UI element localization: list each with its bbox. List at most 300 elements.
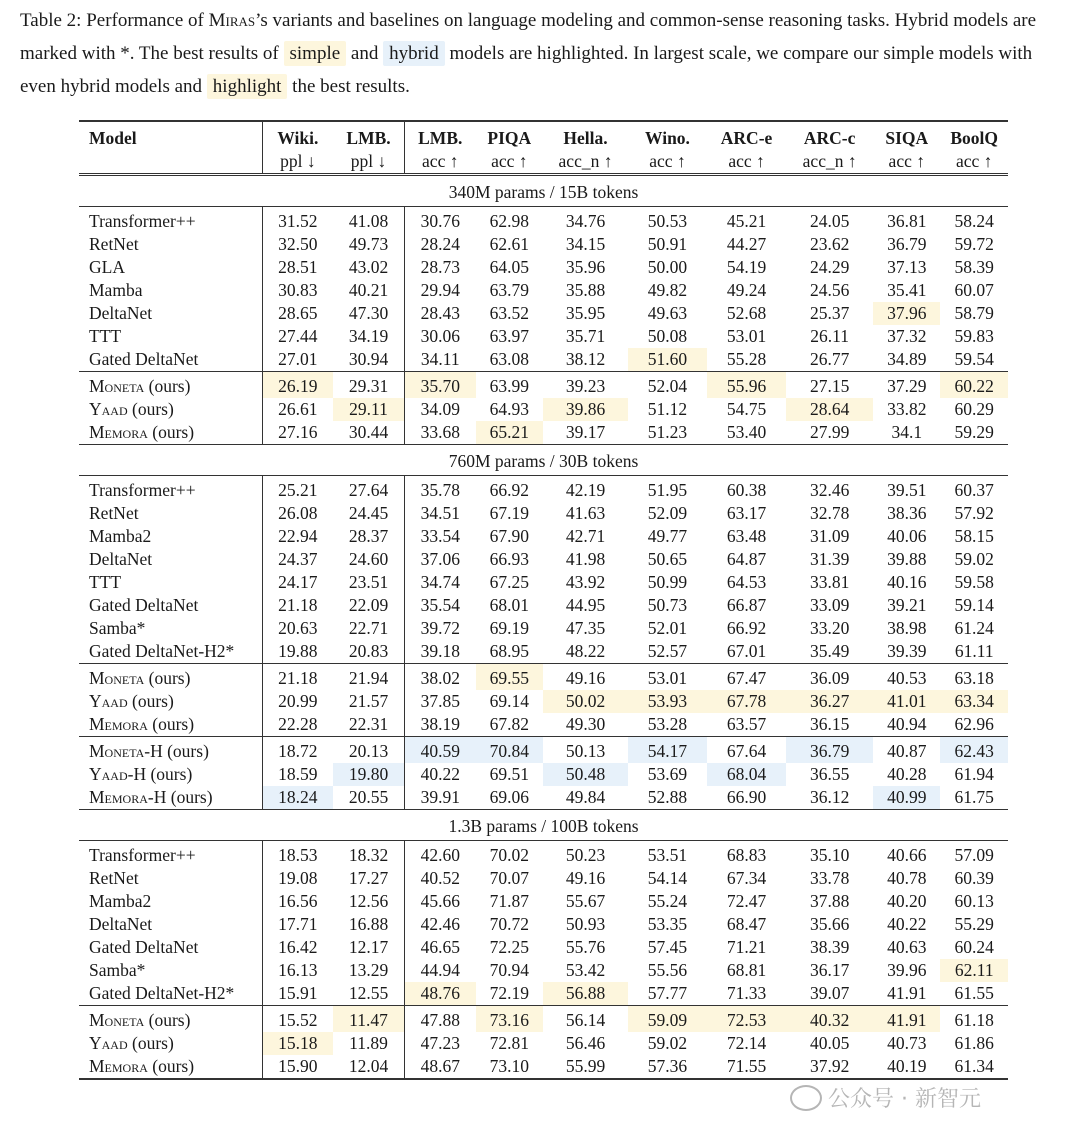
value-cell: 60.37 bbox=[940, 476, 1008, 503]
value-cell: 29.31 bbox=[333, 372, 404, 399]
model-name-cell bbox=[79, 913, 262, 936]
value-cell: 34.15 bbox=[565, 234, 606, 254]
value-cell: 59.72 bbox=[954, 234, 994, 254]
model-name-cell bbox=[79, 982, 262, 1006]
caption-text-1: Table 2: Performance of bbox=[20, 10, 209, 31]
value-cell: 35.88 bbox=[565, 280, 606, 300]
column-header-name: Wino. bbox=[628, 121, 707, 150]
value-cell: 51.12 bbox=[647, 399, 688, 419]
model-name: TTT bbox=[89, 572, 122, 592]
value-cell: 13.29 bbox=[348, 960, 389, 980]
value-cell: 53.42 bbox=[565, 960, 606, 980]
value-cell: 69.51 bbox=[489, 764, 529, 784]
value-cell: 38.36 bbox=[887, 503, 927, 523]
value-cell: 18.53 bbox=[262, 841, 333, 868]
table-row bbox=[79, 982, 1008, 1006]
value-cell: 32.50 bbox=[262, 233, 333, 256]
value-cell: 22.94 bbox=[262, 525, 333, 548]
highlighted-value-cell: 73.16 bbox=[476, 1006, 543, 1033]
model-name-cell bbox=[79, 302, 262, 325]
highlighted-value-cell: 48.76 bbox=[404, 982, 475, 1006]
value-cell: 35.49 bbox=[809, 641, 850, 661]
value-cell: 40.22 bbox=[404, 763, 475, 786]
table-row bbox=[79, 476, 1008, 503]
value-cell: 40.53 bbox=[873, 664, 940, 691]
value-cell: 40.05 bbox=[809, 1033, 850, 1053]
value-cell: 34.1 bbox=[891, 422, 923, 442]
value-cell: 37.06 bbox=[404, 548, 475, 571]
value-cell: 43.92 bbox=[565, 572, 606, 592]
value-cell: 16.88 bbox=[348, 914, 389, 934]
value-cell: 57.09 bbox=[940, 841, 1008, 868]
value-cell: 60.29 bbox=[954, 399, 994, 419]
value-cell: 36.81 bbox=[873, 207, 940, 234]
table-row bbox=[79, 664, 1008, 691]
value-cell: 34.76 bbox=[543, 207, 628, 234]
value-cell: 49.16 bbox=[565, 868, 606, 888]
value-cell: 34.11 bbox=[404, 348, 475, 372]
highlighted-value-cell: 37.96 bbox=[873, 302, 940, 325]
model-name: Transformer++ bbox=[89, 480, 196, 500]
value-cell: 61.86 bbox=[954, 1033, 994, 1053]
value-cell: 36.15 bbox=[809, 714, 850, 734]
value-cell: 67.64 bbox=[707, 737, 786, 764]
value-cell: 30.94 bbox=[348, 349, 389, 369]
value-cell: 40.20 bbox=[887, 891, 927, 911]
model-name: DeltaNet bbox=[89, 914, 153, 934]
table-row bbox=[79, 256, 1008, 279]
value-cell: 56.46 bbox=[565, 1033, 606, 1053]
value-cell: 63.17 bbox=[726, 503, 767, 523]
column-header-metric: acc ↑ bbox=[728, 151, 765, 171]
value-cell: 47.88 bbox=[404, 1006, 475, 1033]
value-cell: 36.17 bbox=[809, 960, 850, 980]
value-cell: 12.56 bbox=[348, 891, 389, 911]
table-row bbox=[79, 302, 1008, 325]
value-cell: 71.87 bbox=[489, 891, 529, 911]
highlighted-value-cell: 51.60 bbox=[628, 348, 707, 372]
table-row bbox=[79, 1032, 1008, 1055]
model-name-cell bbox=[79, 1006, 262, 1033]
value-cell: 68.01 bbox=[489, 595, 529, 615]
section-header-row bbox=[79, 175, 1008, 207]
highlighted-value-cell: 41.91 bbox=[873, 1006, 940, 1033]
value-cell: 58.24 bbox=[940, 207, 1008, 234]
value-cell: 42.46 bbox=[404, 913, 475, 936]
value-cell: 11.89 bbox=[349, 1033, 388, 1053]
value-cell: 42.19 bbox=[543, 476, 628, 503]
value-cell: 59.83 bbox=[954, 326, 994, 346]
value-cell: 59.58 bbox=[954, 572, 994, 592]
section-header-row bbox=[79, 445, 1008, 476]
value-cell: 19.08 bbox=[262, 867, 333, 890]
value-cell: 49.84 bbox=[565, 787, 606, 807]
model-name: Memora bbox=[89, 422, 148, 442]
model-name: RetNet bbox=[89, 868, 139, 888]
highlighted-value-cell: 62.43 bbox=[940, 737, 1008, 764]
value-cell: 61.75 bbox=[954, 787, 994, 807]
value-cell: 39.39 bbox=[887, 641, 927, 661]
value-cell: 28.73 bbox=[404, 256, 475, 279]
caption-miras: Miras bbox=[208, 10, 256, 31]
model-name-cell bbox=[79, 690, 262, 713]
model-name-cell bbox=[79, 737, 262, 764]
value-cell: 59.02 bbox=[954, 549, 994, 569]
value-cell: 68.95 bbox=[489, 641, 529, 661]
model-name-cell bbox=[79, 348, 262, 372]
value-cell: 20.13 bbox=[333, 737, 404, 764]
model-name: Memora bbox=[89, 1056, 148, 1076]
value-cell: 40.21 bbox=[348, 280, 389, 300]
value-cell: 39.72 bbox=[404, 617, 475, 640]
column-header-metric: acc ↑ bbox=[955, 151, 993, 171]
value-cell: 49.24 bbox=[726, 280, 767, 300]
value-cell: 36.09 bbox=[786, 664, 873, 691]
model-name-cell bbox=[79, 713, 262, 737]
value-cell: 40.06 bbox=[887, 526, 927, 546]
section-header-row bbox=[79, 810, 1008, 841]
highlighted-value-cell: 40.59 bbox=[404, 737, 475, 764]
model-name: Gated DeltaNet-H2* bbox=[89, 641, 235, 661]
value-cell: 69.06 bbox=[489, 787, 529, 807]
model-name-cell bbox=[79, 1055, 262, 1079]
model-suffix: (ours) bbox=[144, 1010, 191, 1030]
value-cell: 67.01 bbox=[726, 641, 767, 661]
model-name-cell bbox=[79, 525, 262, 548]
value-cell: 26.08 bbox=[262, 502, 333, 525]
highlighted-value-cell: 39.86 bbox=[543, 398, 628, 421]
caption-text-2: ’s variants and baselines on language modeling and common-sense reasoning tasks. Hybrid models are marked with *. The best results of bbox=[20, 10, 1037, 64]
model-suffix: (ours) bbox=[127, 691, 174, 711]
table-row bbox=[79, 398, 1008, 421]
value-cell: 41.98 bbox=[565, 549, 606, 569]
value-cell: 36.79 bbox=[887, 234, 927, 254]
model-name: Gated DeltaNet bbox=[89, 349, 199, 369]
value-cell: 68.47 bbox=[726, 914, 767, 934]
value-cell: 30.44 bbox=[348, 422, 389, 442]
value-cell: 71.21 bbox=[726, 937, 767, 957]
model-name: Yaad-H bbox=[89, 764, 147, 784]
value-cell: 39.51 bbox=[873, 476, 940, 503]
highlighted-value-cell: 60.22 bbox=[940, 372, 1008, 399]
value-cell: 50.13 bbox=[543, 737, 628, 764]
highlighted-value-cell: 36.79 bbox=[786, 737, 873, 764]
value-cell: 49.82 bbox=[647, 280, 688, 300]
value-cell: 54.19 bbox=[726, 257, 767, 277]
value-cell: 27.99 bbox=[809, 422, 850, 442]
value-cell: 40.73 bbox=[887, 1033, 927, 1053]
value-cell: 16.56 bbox=[262, 890, 333, 913]
value-cell: 40.28 bbox=[887, 764, 927, 784]
value-cell: 18.59 bbox=[262, 763, 333, 786]
value-cell: 28.24 bbox=[404, 233, 475, 256]
caption-text-5: the best results. bbox=[287, 76, 410, 97]
value-cell: 57.77 bbox=[647, 983, 688, 1003]
value-cell: 73.10 bbox=[476, 1055, 543, 1079]
value-cell: 52.01 bbox=[647, 618, 688, 638]
column-header-metric: acc ↑ bbox=[649, 151, 686, 171]
value-cell: 61.34 bbox=[940, 1055, 1008, 1079]
table-row bbox=[79, 690, 1008, 713]
value-cell: 64.53 bbox=[726, 572, 767, 592]
value-cell: 49.73 bbox=[348, 234, 389, 254]
value-cell: 63.48 bbox=[726, 526, 767, 546]
value-cell: 39.88 bbox=[887, 549, 927, 569]
value-cell: 21.18 bbox=[262, 594, 333, 617]
value-cell: 67.19 bbox=[489, 503, 529, 523]
value-cell: 53.69 bbox=[647, 764, 688, 784]
column-header-name: PIQA bbox=[476, 121, 543, 150]
value-cell: 60.38 bbox=[707, 476, 786, 503]
model-name: Samba* bbox=[89, 618, 146, 638]
value-cell: 70.72 bbox=[489, 914, 529, 934]
value-cell: 33.20 bbox=[809, 618, 850, 638]
model-name-cell bbox=[79, 867, 262, 890]
model-name: Mamba2 bbox=[89, 526, 152, 546]
table-row bbox=[79, 207, 1008, 234]
value-cell: 24.37 bbox=[262, 548, 333, 571]
value-cell: 61.11 bbox=[954, 641, 994, 661]
value-cell: 35.66 bbox=[809, 914, 850, 934]
value-cell: 68.81 bbox=[726, 960, 767, 980]
column-header-name: Hella. bbox=[543, 121, 628, 150]
value-cell: 62.61 bbox=[489, 234, 529, 254]
value-cell: 34.89 bbox=[887, 349, 927, 369]
highlighted-value-cell: 40.32 bbox=[786, 1006, 873, 1033]
value-cell: 37.92 bbox=[786, 1055, 873, 1079]
value-cell: 52.09 bbox=[647, 503, 688, 523]
column-header-metric: acc ↑ bbox=[888, 151, 925, 171]
value-cell: 60.24 bbox=[954, 937, 994, 957]
value-cell: 18.32 bbox=[333, 841, 404, 868]
value-cell: 48.67 bbox=[404, 1055, 475, 1079]
value-cell: 23.62 bbox=[809, 234, 850, 254]
value-cell: 39.18 bbox=[404, 640, 475, 664]
value-cell: 62.96 bbox=[954, 714, 994, 734]
value-cell: 33.54 bbox=[404, 525, 475, 548]
value-cell: 53.51 bbox=[628, 841, 707, 868]
model-name: Samba* bbox=[89, 960, 146, 980]
section-title: 1.3B params / 100B tokens bbox=[79, 810, 1008, 841]
value-cell: 54.14 bbox=[647, 868, 688, 888]
value-cell: 63.57 bbox=[726, 714, 767, 734]
model-name-cell bbox=[79, 325, 262, 348]
model-suffix: (ours) bbox=[162, 741, 209, 761]
highlighted-value-cell: 53.93 bbox=[628, 690, 707, 713]
value-cell: 66.93 bbox=[489, 549, 529, 569]
model-suffix: (ours) bbox=[144, 668, 191, 688]
value-cell: 34.19 bbox=[348, 326, 389, 346]
value-cell: 36.55 bbox=[809, 764, 850, 784]
value-cell: 16.13 bbox=[262, 959, 333, 982]
highlighted-value-cell: 68.04 bbox=[707, 763, 786, 786]
value-cell: 67.34 bbox=[726, 868, 767, 888]
value-cell: 35.95 bbox=[565, 303, 606, 323]
model-name: TTT bbox=[89, 326, 122, 346]
model-name: Mamba2 bbox=[89, 891, 152, 911]
value-cell: 57.92 bbox=[954, 503, 994, 523]
caption-text-3: and bbox=[346, 43, 384, 64]
value-cell: 70.94 bbox=[489, 960, 529, 980]
model-name-cell bbox=[79, 372, 262, 399]
table-row bbox=[79, 737, 1008, 764]
header-row-metrics bbox=[79, 150, 1008, 175]
column-header-metric: acc_n ↑ bbox=[558, 151, 613, 171]
value-cell: 66.92 bbox=[726, 618, 767, 638]
model-name-cell bbox=[79, 207, 262, 234]
value-cell: 61.94 bbox=[954, 764, 994, 784]
highlighted-value-cell: 50.02 bbox=[543, 690, 628, 713]
model-name-cell bbox=[79, 786, 262, 810]
value-cell: 32.46 bbox=[786, 476, 873, 503]
value-cell: 34.74 bbox=[404, 571, 475, 594]
value-cell: 22.28 bbox=[262, 713, 333, 737]
value-cell: 55.67 bbox=[565, 891, 606, 911]
value-cell: 27.16 bbox=[262, 421, 333, 445]
value-cell: 31.09 bbox=[809, 526, 850, 546]
model-name: RetNet bbox=[89, 503, 139, 523]
table-row bbox=[79, 786, 1008, 810]
highlighted-value-cell: 11.47 bbox=[333, 1006, 404, 1033]
value-cell: 15.91 bbox=[262, 982, 333, 1006]
model-name: Yaad bbox=[89, 691, 128, 711]
caption-highlight-simple: simple bbox=[284, 41, 347, 66]
table-row bbox=[79, 936, 1008, 959]
value-cell: 72.81 bbox=[489, 1033, 529, 1053]
model-suffix: (ours) bbox=[147, 714, 195, 734]
value-cell: 50.73 bbox=[647, 595, 688, 615]
value-cell: 22.09 bbox=[348, 595, 389, 615]
value-cell: 66.92 bbox=[476, 476, 543, 503]
model-name-cell bbox=[79, 959, 262, 982]
value-cell: 39.07 bbox=[809, 983, 850, 1003]
value-cell: 12.55 bbox=[348, 983, 389, 1003]
highlighted-value-cell: 72.53 bbox=[707, 1006, 786, 1033]
highlighted-value-cell: 40.99 bbox=[873, 786, 940, 810]
value-cell: 38.02 bbox=[404, 664, 475, 691]
value-cell: 28.37 bbox=[348, 526, 389, 546]
value-cell: 20.99 bbox=[262, 690, 333, 713]
value-cell: 50.65 bbox=[647, 549, 688, 569]
section-title: 340M params / 15B tokens bbox=[79, 175, 1008, 207]
value-cell: 54.75 bbox=[726, 399, 767, 419]
header-row-names bbox=[79, 121, 1008, 150]
value-cell: 59.14 bbox=[954, 595, 994, 615]
table-row bbox=[79, 1006, 1008, 1033]
model-name: Gated DeltaNet bbox=[89, 937, 199, 957]
value-cell: 38.12 bbox=[565, 349, 606, 369]
value-cell: 24.45 bbox=[348, 503, 389, 523]
model-name-cell bbox=[79, 936, 262, 959]
value-cell: 22.71 bbox=[348, 618, 389, 638]
value-cell: 38.98 bbox=[887, 618, 927, 638]
model-name: Gated DeltaNet-H2* bbox=[89, 983, 235, 1003]
table-row bbox=[79, 233, 1008, 256]
value-cell: 15.52 bbox=[262, 1006, 333, 1033]
value-cell: 64.93 bbox=[489, 399, 529, 419]
value-cell: 44.94 bbox=[404, 959, 475, 982]
model-name-cell bbox=[79, 548, 262, 571]
value-cell: 53.40 bbox=[726, 422, 767, 442]
value-cell: 49.63 bbox=[647, 303, 688, 323]
column-header-name: Wiki. bbox=[262, 121, 333, 150]
table-row bbox=[79, 913, 1008, 936]
table-row bbox=[79, 1055, 1008, 1079]
caption-highlight-hybrid: hybrid bbox=[383, 41, 445, 66]
highlighted-value-cell: 55.96 bbox=[707, 372, 786, 399]
value-cell: 51.23 bbox=[647, 422, 688, 442]
model-name: Transformer++ bbox=[89, 845, 196, 865]
column-header-name: BoolQ bbox=[940, 121, 1008, 150]
highlighted-value-cell: 62.11 bbox=[940, 959, 1008, 982]
value-cell: 36.12 bbox=[809, 787, 850, 807]
value-cell: 55.28 bbox=[726, 349, 767, 369]
value-cell: 51.95 bbox=[628, 476, 707, 503]
value-cell: 33.81 bbox=[809, 572, 850, 592]
value-cell: 53.35 bbox=[647, 914, 688, 934]
value-cell: 41.08 bbox=[333, 207, 404, 234]
model-name-cell bbox=[79, 571, 262, 594]
value-cell: 32.78 bbox=[809, 503, 850, 523]
value-cell: 42.71 bbox=[565, 526, 606, 546]
model-name-cell bbox=[79, 664, 262, 691]
value-cell: 43.02 bbox=[348, 257, 389, 277]
table-row bbox=[79, 279, 1008, 302]
value-cell: 21.94 bbox=[333, 664, 404, 691]
value-cell: 58.39 bbox=[954, 257, 994, 277]
value-cell: 24.17 bbox=[262, 571, 333, 594]
value-cell: 72.19 bbox=[489, 983, 529, 1003]
value-cell: 40.94 bbox=[887, 714, 927, 734]
value-cell: 50.91 bbox=[647, 234, 688, 254]
value-cell: 53.28 bbox=[647, 714, 688, 734]
value-cell: 35.10 bbox=[786, 841, 873, 868]
column-header-name: ARC-c bbox=[786, 121, 873, 150]
value-cell: 42.60 bbox=[404, 841, 475, 868]
table-row bbox=[79, 841, 1008, 868]
value-cell: 22.31 bbox=[348, 714, 389, 734]
value-cell: 35.54 bbox=[404, 594, 475, 617]
model-name: GLA bbox=[89, 257, 125, 277]
value-cell: 55.56 bbox=[647, 960, 688, 980]
value-cell: 39.96 bbox=[887, 960, 927, 980]
column-header-metric: ppl ↓ bbox=[262, 150, 333, 175]
value-cell: 57.36 bbox=[628, 1055, 707, 1079]
value-cell: 25.21 bbox=[262, 476, 333, 503]
model-name: DeltaNet bbox=[89, 549, 153, 569]
value-cell: 71.55 bbox=[707, 1055, 786, 1079]
value-cell: 20.83 bbox=[348, 641, 389, 661]
value-cell: 40.63 bbox=[887, 937, 927, 957]
column-header-metric: acc ↑ bbox=[404, 150, 475, 175]
value-cell: 55.29 bbox=[954, 914, 994, 934]
highlighted-value-cell: 29.11 bbox=[333, 398, 404, 421]
highlighted-value-cell: 15.18 bbox=[262, 1032, 333, 1055]
wechat-icon bbox=[790, 1085, 822, 1111]
value-cell: 26.61 bbox=[262, 398, 333, 421]
value-cell: 28.43 bbox=[404, 302, 475, 325]
value-cell: 50.23 bbox=[543, 841, 628, 868]
value-cell: 63.99 bbox=[476, 372, 543, 399]
model-name: Moneta bbox=[89, 668, 145, 688]
value-cell: 33.68 bbox=[404, 421, 475, 445]
value-cell: 55.76 bbox=[565, 937, 606, 957]
value-cell: 67.47 bbox=[707, 664, 786, 691]
model-name: Moneta bbox=[89, 376, 145, 396]
highlighted-value-cell: 36.27 bbox=[786, 690, 873, 713]
value-cell: 60.13 bbox=[954, 891, 994, 911]
value-cell: 59.02 bbox=[647, 1033, 688, 1053]
